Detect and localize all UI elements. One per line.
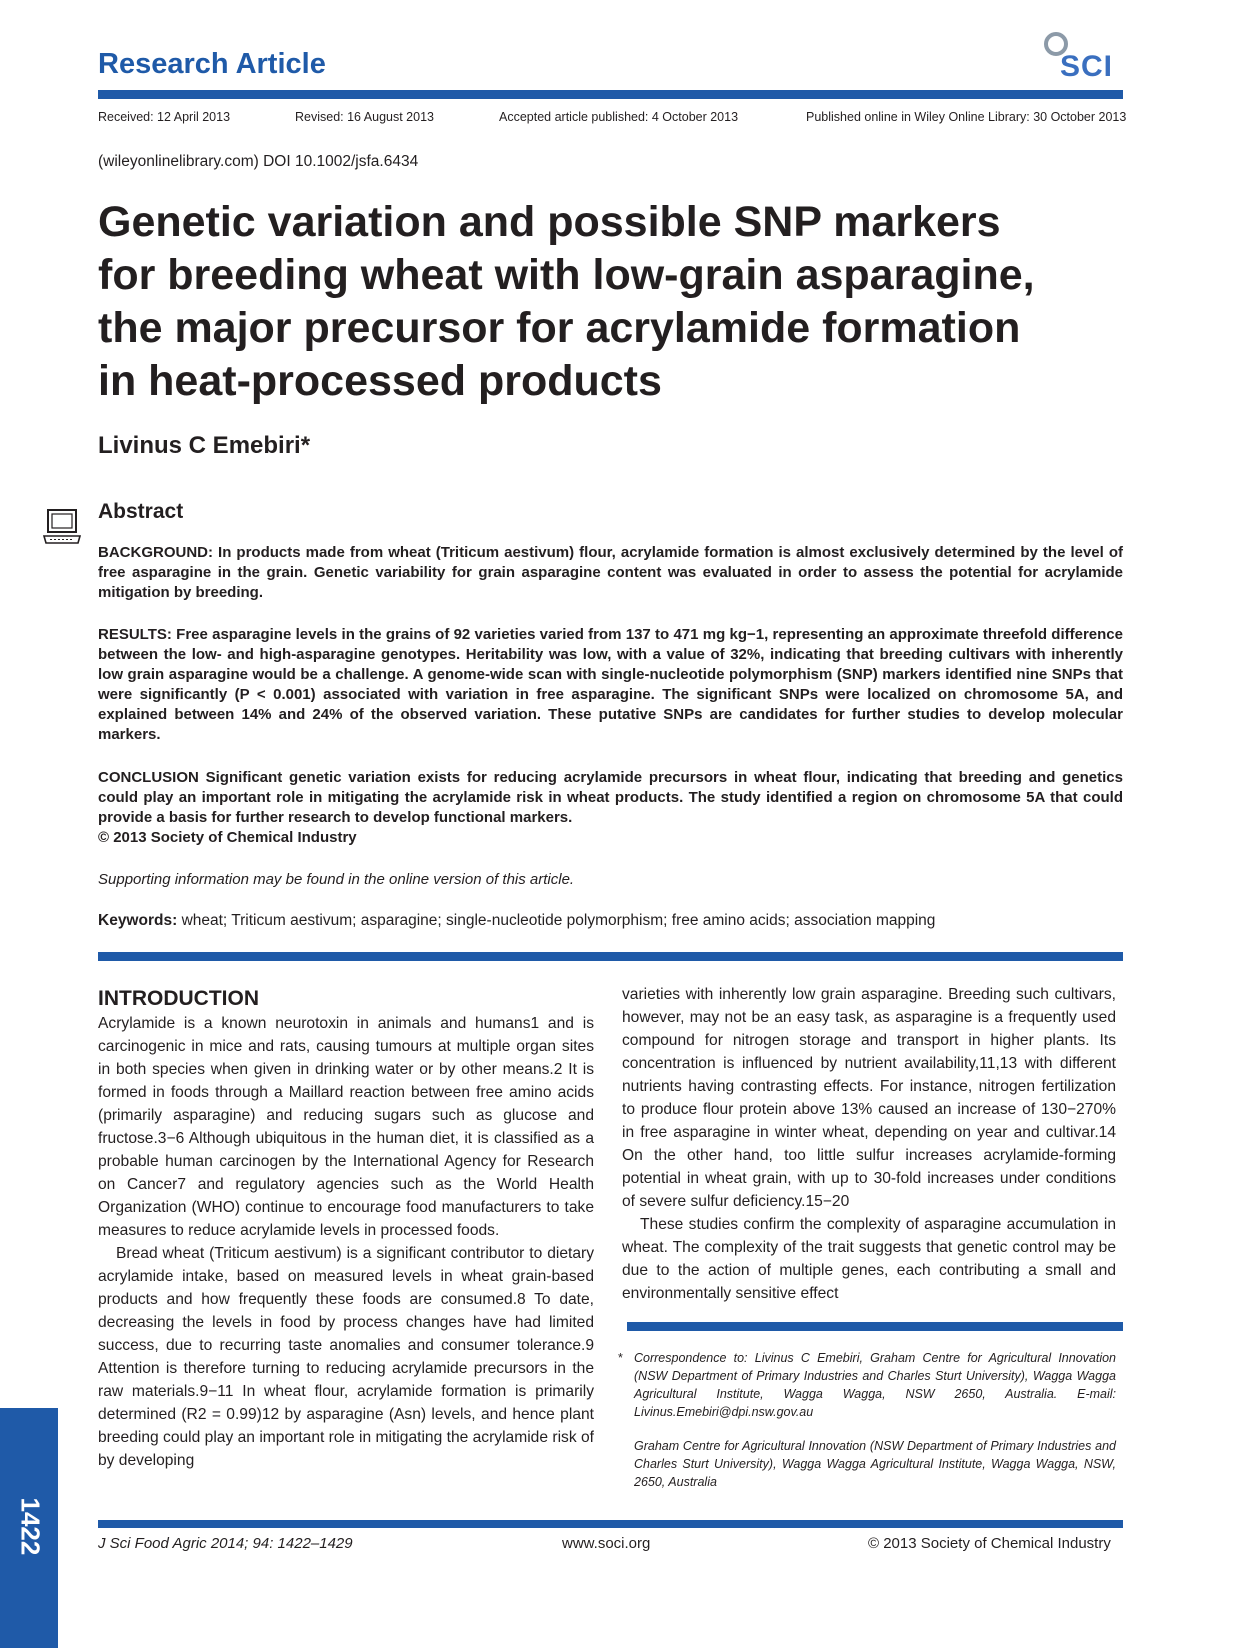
title-line: the major precursor for acrylamide formation <box>98 304 1021 352</box>
author-name: Livinus C Emebiri* <box>98 432 311 459</box>
keywords-label: Keywords: <box>98 912 178 929</box>
background-text: In products made from wheat (Triticum aestivum) flour, acrylamide formation is almost exclusively determined by the level of free asparagine in the grain. Genetic variability for grain asparagine content was evaluated in order to assess the potential for acrylamide mitigation by breeding. <box>98 544 1124 601</box>
revised-date: Revised: 16 August 2013 <box>295 110 434 124</box>
left-column <box>98 1012 594 1472</box>
logo-text: SCI <box>1060 50 1114 83</box>
results-text: Free asparagine levels in the grains of 92 varieties varied from 137 to 471 mg kg−1, representing an approximate threefold difference between the low- and high-asparagine genotypes. Heritability was low, with a value of 32%, indicating that breeding cultivars with inherently low grain asparagine would be a challenge. A genome-wide scan with single-nucleotide polymorphism (SNP) markers identified nine SNPs that were significantly (P < 0.001) associated with variation in free asparagine. The significant SNPs were localized on chromosome 5A, and explained between 14% and 24% of the observed variation. These putative SNPs are candidates for further studies to develop molecular markers. <box>98 626 1123 743</box>
computer-icon <box>42 508 82 546</box>
header-rule <box>98 90 1123 99</box>
intro-paragraph: Acrylamide is a known neurotoxin in animals and humans1 and is carcinogenic in mice and rats, causing tumours at multiple organ sites in both species when given in drinking water or by other means.2 It is formed in foods through a Maillard reaction between free amino acids (primarily asparagine) and reducing sugars such as glucose and fructose.3−6 Although ubiquitous in the human diet, it is classified as a probable human carcinogen by the International Agency for Research on Cancer7 and regulatory agencies such as the World Health Organization (WHO) continue to encourage food manufacturers to take measures to reduce acrylamide levels in processed foods. <box>98 1015 594 1239</box>
footnote <box>618 1349 1116 1507</box>
keywords-list: wheat; Triticum aestivum; asparagine; single-nucleotide polymorphism; free amino acids; association mapping <box>181 912 936 929</box>
abstract-rule <box>98 952 1123 961</box>
title-line: in heat-processed products <box>98 357 662 405</box>
footnote-marker: * <box>618 1351 623 1365</box>
affiliation: Graham Centre for Agricultural Innovation (NSW Department of Primary Industries and Charles Sturt University), Wagga Wagga Agricultural Institute, Wagga Wagga, NSW, 2650, Australia <box>634 1439 1116 1489</box>
journal-citation: J Sci Food Agric 2014; 94: 1422–1429 <box>98 1535 353 1552</box>
intro-paragraph: varieties with inherently low grain asparagine. Breeding such cultivars, however, may not be an easy task, as asparagine is a frequently used compound for nitrogen storage and transport in higher plants. Its concentration is influenced by nutrient availability,11,13 with different nutrients having contrasting effects. For instance, nitrogen fertilization to produce flour protein above 13% caused an increase of 130−270% in free asparagine in winter wheat, depending on year and cultivar.14 On the other hand, too little sulfur increases acrylamide-forming potential in wheat grain, with up to 30-fold increases under conditions of severe sulfur deficiency.15−20 <box>622 986 1116 1210</box>
accepted-date: Accepted article published: 4 October 2013 <box>499 110 739 124</box>
intro-heading: INTRODUCTION <box>98 987 259 1010</box>
abstract-results <box>98 625 1123 745</box>
background-label: BACKGROUND: <box>98 544 213 561</box>
abstract-conclusion <box>98 768 1123 848</box>
footer-rule <box>98 1520 1123 1528</box>
results-label: RESULTS: <box>98 626 172 643</box>
section-label: Research Article <box>98 48 326 80</box>
intro-paragraph: Bread wheat (Triticum aestivum) is a significant contributor to dietary acrylamide intake, based on measured levels in wheat grain-based products and how frequently these foods are consumed.8 To date, decreasing the levels in food by process changes have had limited success, due to recurring taste anomalies and consumer tolerance.9 Attention is therefore turning to reducing acrylamide precursors in the raw materials.9−11 In wheat flour, acrylamide formation is primarily determined (R2 = 0.99)12 by asparagine (Asn) levels, and hence plant breeding could play an important role in mitigating the acrylamide risk of by developing <box>98 1245 594 1469</box>
abstract-heading: Abstract <box>98 500 184 523</box>
conclusion-text: Significant genetic variation exists for reducing acrylamide precursors in wheat flour, indicating that breeding and genetics could play an important role in mitigating the acrylamide risk in wheat products. The study identified a region on chromosome 5A that could provide a basis for further research to develop functional markers. <box>98 769 1123 826</box>
intro-paragraph: These studies confirm the complexity of asparagine accumulation in wheat. The complexity of the trait suggests that genetic control may be due to the action of multiple genes, each contributing a small and environmentally sensitive effect <box>622 1216 1116 1302</box>
article-title <box>98 196 1118 408</box>
received-date: Received: 12 April 2013 <box>98 110 231 124</box>
right-column <box>622 983 1116 1305</box>
abstract-background <box>98 543 1123 603</box>
conclusion-label: CONCLUSION <box>98 769 199 786</box>
keywords <box>98 912 935 930</box>
title-line: for breeding wheat with low-grain asparagine, <box>98 251 1035 299</box>
supporting-info: Supporting information may be found in the online version of this article. <box>98 871 575 888</box>
sci-logo <box>1040 30 1125 85</box>
correspondence: Correspondence to: Livinus C Emebiri, Graham Centre for Agricultural Innovation (NSW Department of Primary Industries and Charles Sturt University), Wagga Wagga Agricultural Institute, Wagga Wagga, NSW 2650, Australia. E-mail: Livinus.Emebiri@dpi.nsw.gov.au <box>634 1351 1116 1419</box>
doi-line: (wileyonlinelibrary.com) DOI 10.1002/jsfa.6434 <box>98 153 419 170</box>
title-line: Genetic variation and possible SNP markers <box>98 198 1001 246</box>
published-date: Published online in Wiley Online Library: 30 October 2013 <box>806 110 1127 124</box>
website-link[interactable]: www.soci.org <box>562 1535 651 1552</box>
page-number: 1422 <box>15 1497 46 1556</box>
footer-copyright: © 2013 Society of Chemical Industry <box>868 1535 1111 1552</box>
abstract-copyright: © 2013 Society of Chemical Industry <box>98 829 357 846</box>
footnote-rule <box>627 1322 1123 1331</box>
